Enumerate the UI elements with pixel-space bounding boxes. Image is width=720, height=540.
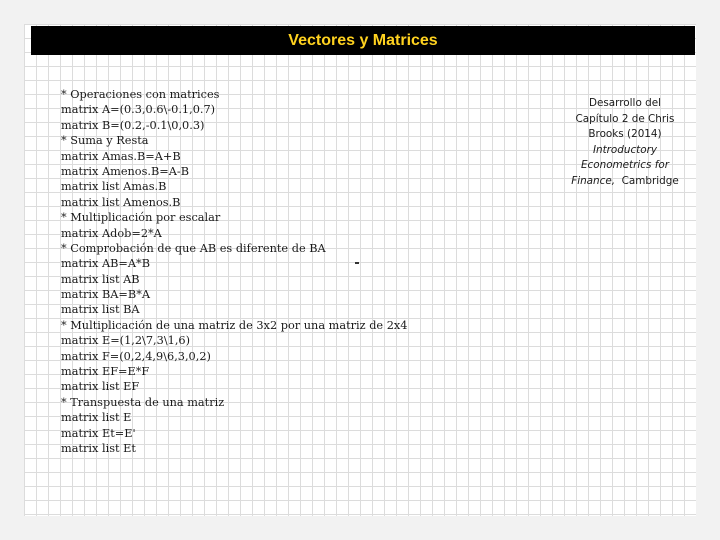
slide-title: Vectores y Matrices — [288, 31, 438, 49]
side-note-italic: Finance, — [571, 174, 616, 187]
side-note-line: Desarrollo del — [589, 97, 661, 109]
code-line: matrix Adob=2*A — [61, 226, 162, 240]
code-line: matrix A=(0.3,0.6\-0.1,0.7) — [61, 103, 216, 117]
code-line: matrix list EF — [61, 380, 140, 394]
code-line: * Multiplicación por escalar — [61, 211, 221, 225]
side-note-line: Brooks (2014) — [588, 128, 662, 141]
code-line: matrix E=(1,2\7,3\1,6) — [61, 334, 190, 348]
code-line: * Suma y Resta — [61, 134, 149, 148]
code-line: matrix list Amas.B — [61, 180, 167, 194]
code-line: matrix EF=E*F — [61, 365, 150, 379]
code-line: matrix F=(0,2,4,9\6,3,0,2) — [61, 349, 211, 363]
code-line: matrix BA=B*A — [61, 288, 150, 302]
code-line: matrix B=(0.2,-0.1\0,0.3) — [61, 118, 205, 132]
code-line: * Comprobación de que AB es diferente de BA — [61, 241, 326, 255]
code-block — [61, 87, 531, 456]
side-note-line-6 — [540, 174, 710, 190]
code-line: matrix Amenos.B=A-B — [61, 164, 190, 178]
side-note-line: Econometrics for — [580, 159, 670, 172]
code-line: * Operaciones con matrices — [61, 88, 220, 101]
code-line: matrix list Amenos.B — [61, 195, 181, 209]
side-note-line: Capítulo 2 de Chris — [575, 112, 675, 125]
code-line: matrix list Et — [61, 441, 136, 455]
code-line: * Transpuesta de una matriz — [61, 395, 225, 409]
code-line: matrix Et=E' — [61, 426, 136, 440]
code-line: matrix Amas.B=A+B — [61, 149, 181, 163]
dash-mark — [355, 262, 359, 264]
code-line: matrix list E — [61, 411, 132, 425]
side-note — [540, 96, 710, 190]
code-line: matrix list AB — [61, 272, 140, 286]
code-line: matrix list BA — [61, 303, 140, 317]
code-line: * Multiplicación de una matriz de 3x2 por una matriz de 2x4 — [61, 318, 408, 332]
side-note-rest: Cambridge — [621, 174, 679, 187]
side-note-line: Introductory — [592, 143, 658, 156]
code-line: matrix AB=A*B — [61, 257, 150, 271]
title-bar — [31, 26, 695, 55]
